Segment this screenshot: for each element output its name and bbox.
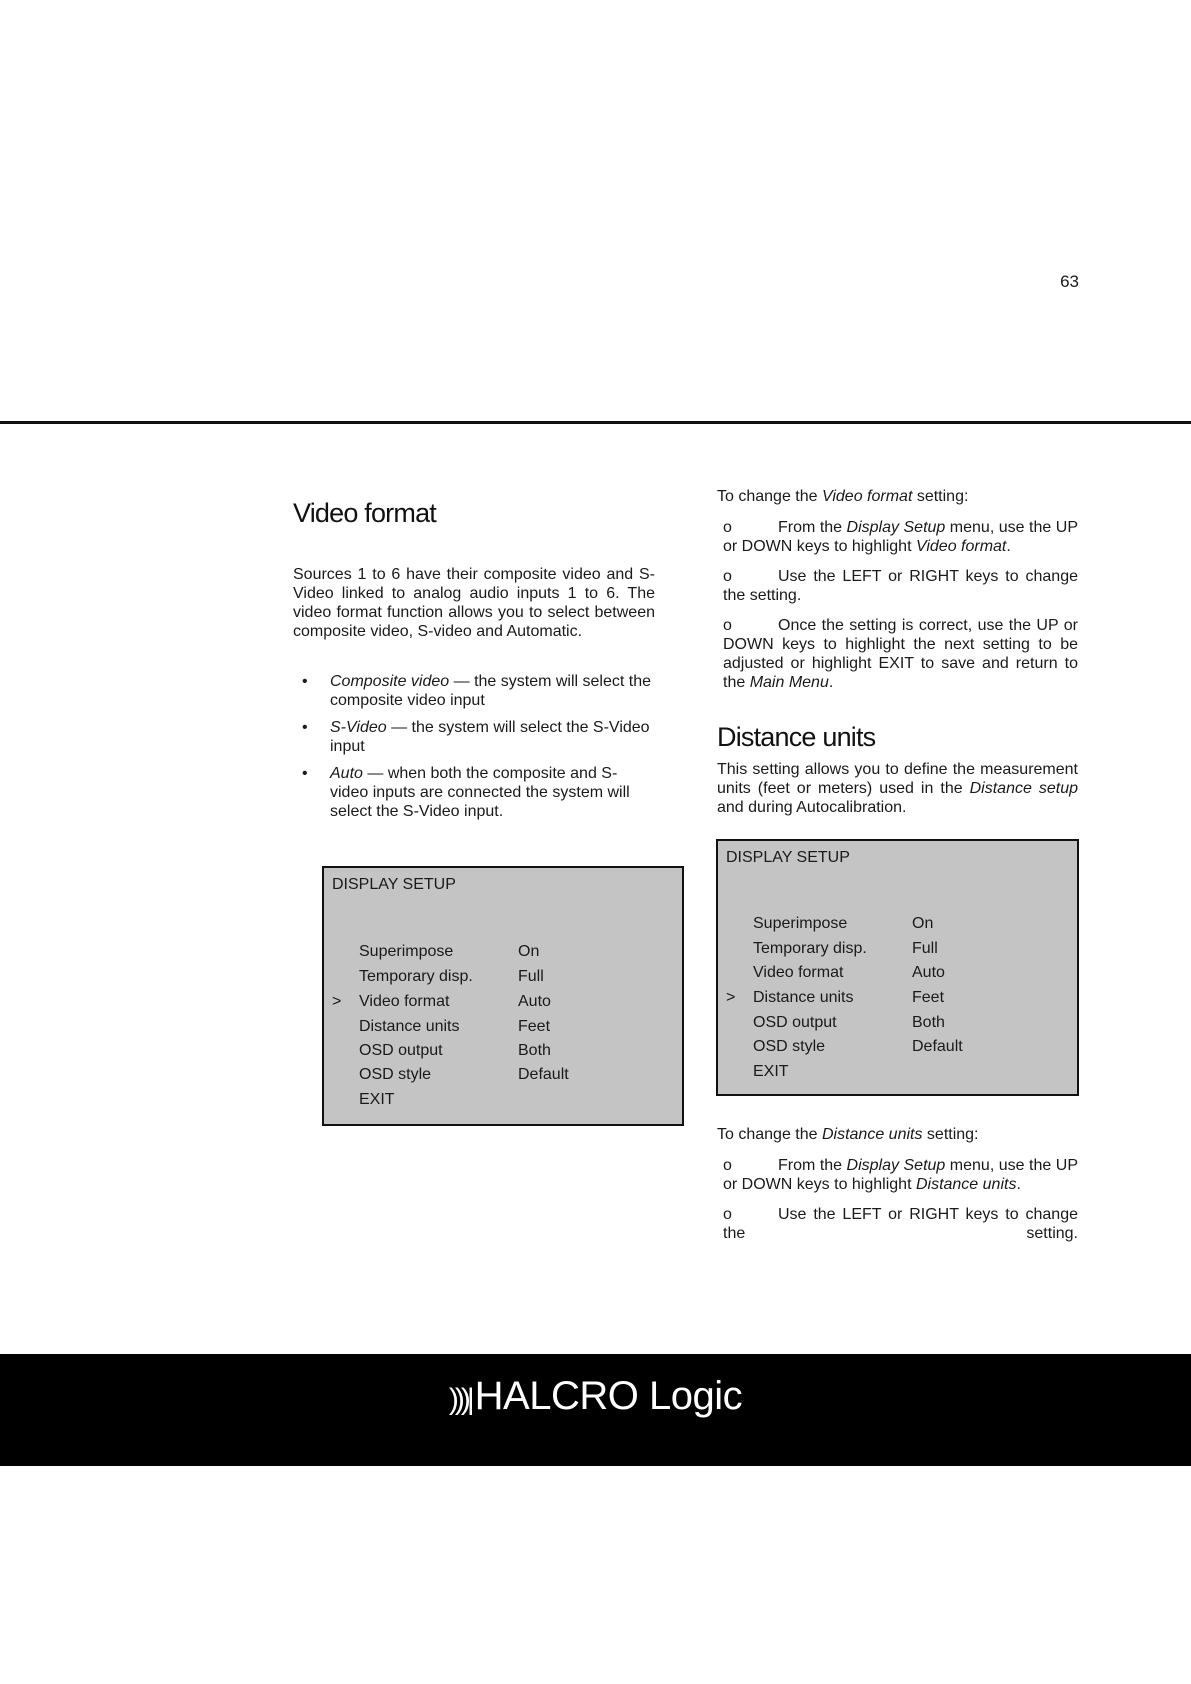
cursor-icon: > <box>332 993 342 1010</box>
brand-name: HALCRO <box>474 1374 639 1418</box>
osd-label: OSD output <box>753 1014 837 1031</box>
osd-value: Both <box>912 1014 945 1031</box>
bullet-icon: • <box>302 719 308 736</box>
osd-display-setup-right <box>716 839 1079 1096</box>
osd-label: EXIT <box>359 1091 395 1108</box>
osd-value: Feet <box>518 1018 551 1035</box>
option-description: — the system will select the composite video input <box>330 673 652 709</box>
step-marker: o <box>723 1157 732 1174</box>
distance-units-intro: This setting allows you to define the measurement units (feet or meters) used in the Distance setup and during Autocalibration. <box>717 761 1078 816</box>
osd-label: Superimpose <box>359 943 454 960</box>
step-marker: o <box>723 568 732 585</box>
option-description: — the system will select the S-Video input <box>330 719 650 755</box>
list-item <box>293 672 655 710</box>
option-term: S-Video <box>330 719 387 736</box>
osd-value: On <box>518 943 540 960</box>
osd-label: Superimpose <box>753 915 848 932</box>
osd-display-setup-left <box>322 866 684 1126</box>
option-term: Composite video <box>330 673 450 690</box>
osd-value: Default <box>912 1038 963 1055</box>
cursor-icon: > <box>726 989 736 1006</box>
osd-title: DISPLAY SETUP <box>332 876 456 893</box>
osd-label: OSD style <box>753 1038 826 1055</box>
osd-label: Video format <box>753 964 844 981</box>
option-description: — when both the composite and S-video inputs are connected the system will select the S-Video input. <box>330 765 630 820</box>
osd-label: Distance units <box>753 989 854 1006</box>
step-marker: o <box>723 617 732 634</box>
osd-value: Auto <box>912 964 945 981</box>
bullet-icon: • <box>302 765 308 782</box>
osd-title: DISPLAY SETUP <box>726 849 850 866</box>
osd-label: OSD output <box>359 1042 443 1059</box>
osd-value: Full <box>518 968 544 985</box>
video-format-step-3: o Once the setting is correct, use the UP or DOWN keys to highlight the next setting to be adjusted or highlight EXIT to save and return to the Main Menu. <box>723 617 1078 691</box>
osd-label: Distance units <box>359 1018 460 1035</box>
list-item <box>293 718 655 756</box>
osd-value: On <box>912 915 934 932</box>
distance-units-heading: Distance units <box>717 722 876 752</box>
option-term: Auto <box>330 765 363 782</box>
page-number: 63 <box>1060 272 1079 291</box>
osd-label: EXIT <box>753 1063 789 1080</box>
bullet-icon: • <box>302 673 308 690</box>
osd-value: Both <box>518 1042 551 1059</box>
video-format-step-2: o Use the LEFT or RIGHT keys to change the setting. <box>723 568 1078 604</box>
step-marker: o <box>723 519 732 536</box>
osd-value: Default <box>518 1066 569 1083</box>
osd-label: Video format <box>359 993 450 1010</box>
osd-value: Feet <box>912 989 945 1006</box>
osd-label: OSD style <box>359 1066 432 1083</box>
osd-label: Temporary disp. <box>359 968 473 985</box>
osd-label: Temporary disp. <box>753 940 867 957</box>
osd-value: Full <box>912 940 938 957</box>
video-format-change-intro: To change the Video format setting: <box>717 488 969 505</box>
distance-units-change-intro: To change the Distance units setting: <box>717 1126 979 1143</box>
video-format-intro: Sources 1 to 6 have their composite video and S-Video linked to analog audio inputs 1 to 6. The video format function allows you to select between composite video, S-video and Automatic. <box>293 566 655 640</box>
osd-value: Auto <box>518 993 551 1010</box>
list-item <box>293 764 655 821</box>
video-format-heading: Video format <box>293 498 436 528</box>
header-rule <box>0 421 1191 424</box>
brand-product: Logic <box>648 1374 743 1418</box>
step-marker: o <box>723 1206 732 1223</box>
halcro-logo <box>0 1374 1191 1419</box>
video-format-step-1: o From the Display Setup menu, use the UP or DOWN keys to highlight Video format. <box>723 519 1078 555</box>
distance-units-step-1: o From the Display Setup menu, use the UP or DOWN keys to highlight Distance units. <box>723 1157 1078 1193</box>
distance-units-step-2: o Use the LEFT or RIGHT keys to change the setting. <box>723 1206 1078 1242</box>
video-format-options <box>293 672 655 829</box>
sound-waves-icon: )))| <box>448 1383 471 1416</box>
